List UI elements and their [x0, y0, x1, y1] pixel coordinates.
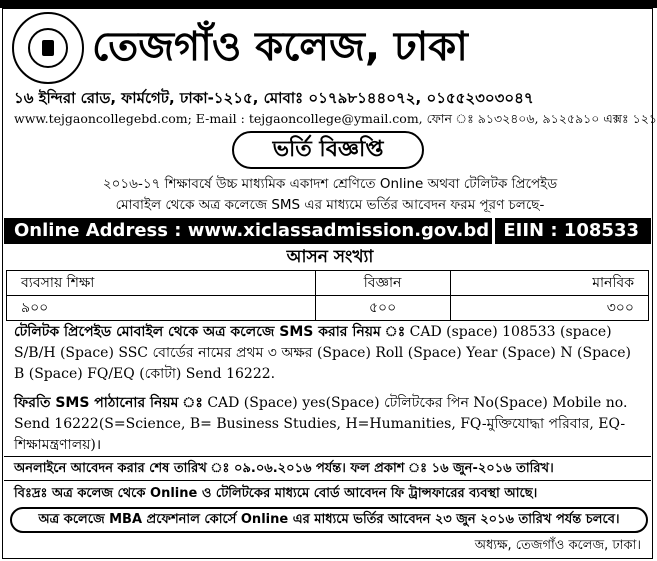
- table-header-business: ব্যবসায় শিক্ষা: [7, 271, 316, 296]
- college-name: তেজগাঁও কলেজ, ঢাকা: [92, 24, 468, 70]
- logo-emblem-icon: [42, 40, 54, 56]
- seats-title: আসন সংখ্যা: [286, 247, 374, 267]
- table-cell-business: ৯০০: [7, 296, 316, 321]
- online-address: Online Address : www.xiclassadmission.gov.bd: [14, 220, 490, 241]
- divider: [4, 480, 651, 481]
- return-sms-heading: ফিরতি SMS পাঠানোর নিয়ম ঃ: [14, 395, 203, 411]
- principal-signature: অধ্যক্ষ, তেজগাঁও কলেজ, ঢাকা।: [474, 538, 641, 553]
- logo-inner-ring: [28, 28, 68, 68]
- college-logo-seal: [12, 12, 84, 84]
- table-cell-science: ৫০০: [315, 296, 450, 321]
- eiin-number: EIIN : 108533: [503, 220, 639, 241]
- transfer-note: বিঃদ্রঃ অত্র কলেজ থেকে Online ও টেলিটকের মাধ্যমে বোর্ড আবেদন ফি ট্রান্সফারের ব্যবস্থা আছে।: [14, 486, 538, 501]
- table-row: [7, 271, 649, 296]
- bar-separator: [492, 218, 495, 244]
- sms-rule: [14, 322, 644, 385]
- sms-rule-body: CAD (space) 108533 (space) S/B/H (Space) SSC বোর্ডের নামের প্রথম ৩ অক্ষর (Space) Roll (Space) Year (Space) N (Space) B (Space) FQ/EQ (কোটা) Send 16222.: [14, 324, 631, 382]
- table-header-humanities: মানবিক: [450, 271, 648, 296]
- deadline-line: অনলাইনে আবেদন করার শেষ তারিখ ঃ ০৯.০৬.২০১৬ পর্যন্ত। ফল প্রকাশ ঃ ১৬ জুন-২০১৬ তারিখ।: [14, 461, 554, 476]
- table-row: [7, 296, 649, 321]
- address-line: ১৬ ইন্দিরা রোড, ফার্মগেট, ঢাকা-১২১৫, মোবাঃ ০১৭৯৮১৪৪০৭২, ০১৫৫২৩০৩০৪৭: [14, 89, 534, 107]
- sms-rule-heading: টেলিটক প্রিপেইড মোবাইল থেকে অত্র কলেজে SMS করার নিয়ম ঃ: [14, 324, 406, 340]
- online-address-bar: [4, 218, 651, 244]
- intro-line-1: ২০১৬-১৭ শিক্ষাবর্ষে উচ্চ মাধ্যমিক একাদশ শ্রেণিতে Online অথবা টেলিটক প্রিপেইড: [102, 176, 558, 192]
- top-black-strip: [0, 0, 657, 8]
- return-sms-body: CAD (Space) yes(Space) টেলিটকের পিন No(Space) Mobile no. Send 16222(S=Science, B= Business Studies, H=Humanities, FQ-মুক্তিযোদ্ধা পরিবার, EQ- শিক্ষামন্ত্রণালয়)।: [14, 395, 628, 453]
- table-cell-humanities: ৩০০: [450, 296, 648, 321]
- mba-note: অত্র কলেজে MBA প্রফেশনাল কোর্সে Online এর মাধ্যমে ভর্তির আবেদন ২৩ জুন ২০১৬ তারিখ পর্যন্ত চলবে।: [10, 507, 648, 533]
- seats-table: [6, 270, 649, 321]
- return-sms-rule: [14, 393, 644, 456]
- admission-notice-title: ভর্তি বিজ্ঞপ্তি: [232, 131, 424, 169]
- intro-line-2: মোবাইল থেকে অত্র কলেজে SMS এর মাধ্যমে ভর্তির আবেদন ফরম পূরণ চলছে-: [115, 197, 545, 213]
- divider: [4, 456, 651, 457]
- web-contact-line: www.tejgaoncollegebd.com; E-mail : tejgaoncollege@ymail.com, ফোন ঃ ৯১৩২৪০৬, ৯১২৫৯১০ এক্সঃ ১২১: [14, 111, 657, 126]
- table-header-science: বিজ্ঞান: [315, 271, 450, 296]
